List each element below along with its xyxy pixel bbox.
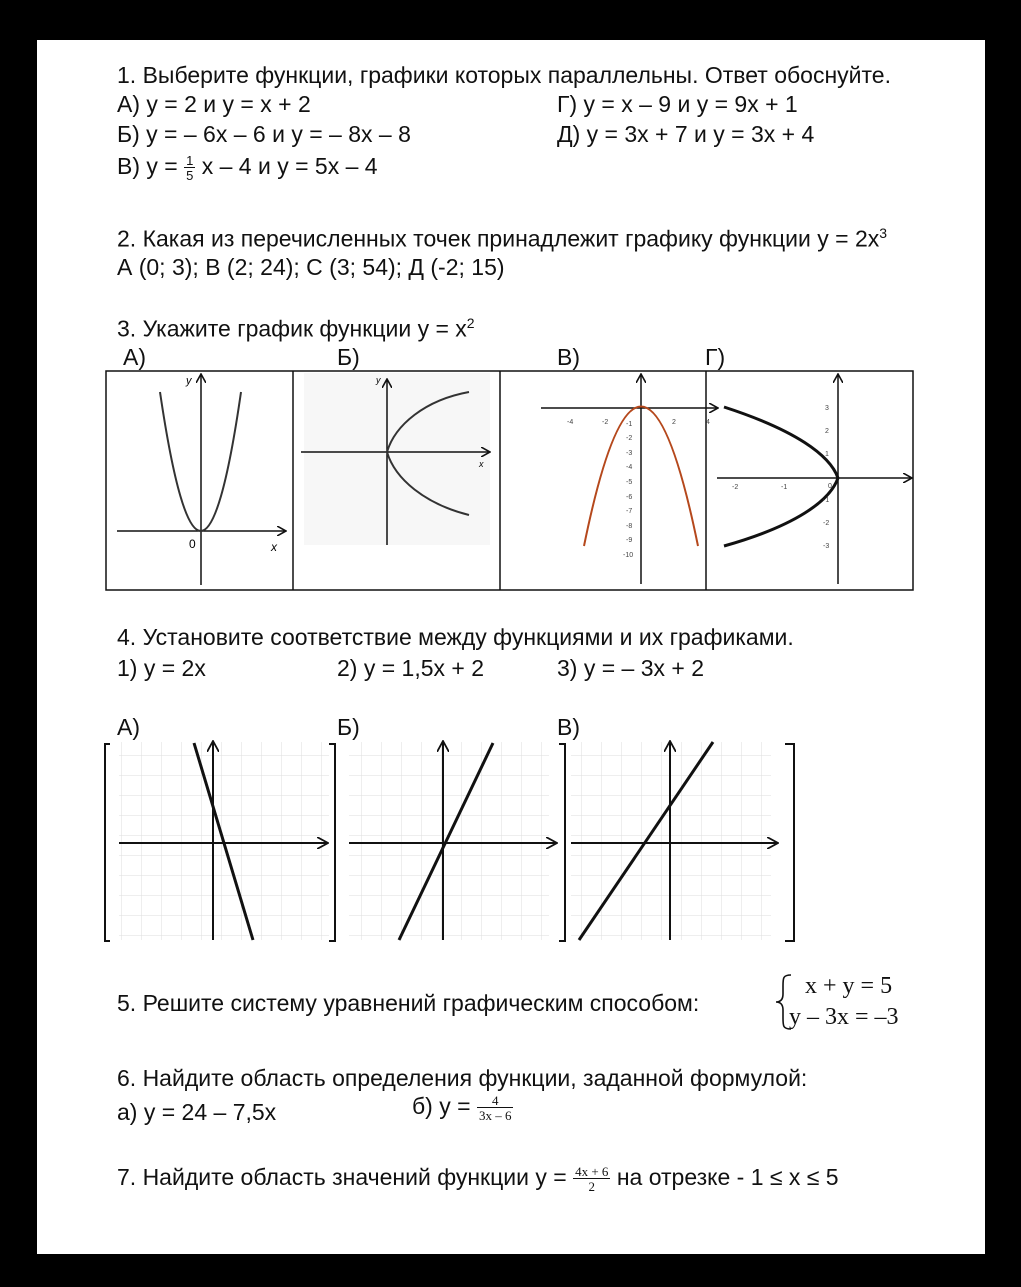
tick-label: 4 xyxy=(706,419,710,426)
bracket-right xyxy=(559,744,565,941)
tick-label: -2 xyxy=(823,520,830,527)
graph-a xyxy=(117,375,285,585)
fraction-one-fifth xyxy=(184,154,195,182)
q3-title-text: 3. Укажите график функции у = х xyxy=(117,315,467,342)
q2-exponent: 3 xyxy=(879,225,888,241)
tick-label: 0 xyxy=(828,483,832,490)
q1-option-v-start: В) у = xyxy=(117,153,185,180)
x-tick-labels xyxy=(732,484,787,491)
q6-title: 6. Найдите область определения функции, заданной формулой: xyxy=(117,1065,808,1091)
q2-title-text: 2. Какая из перечисленных точек принадлежит графику функции у = 2х xyxy=(117,225,880,252)
fraction-numerator: 1 xyxy=(186,153,194,168)
system-equation-2: y – 3x = –3 xyxy=(789,1004,899,1030)
bracket-right xyxy=(785,744,794,941)
q1-option-v-end: х – 4 и у = 5х – 4 xyxy=(195,153,378,180)
q4-function-2: 2) у = 1,5х + 2 xyxy=(337,655,485,681)
tick-label: -4 xyxy=(626,464,633,471)
q6-fraction xyxy=(477,1094,514,1122)
tick-label: 3 xyxy=(825,405,829,412)
q4-function-3: 3) у = – 3х + 2 xyxy=(557,655,705,681)
q3-title xyxy=(117,316,475,341)
q6-option-b xyxy=(412,1094,513,1122)
origin-label: 0 xyxy=(189,537,196,551)
y-label: y xyxy=(186,375,192,387)
tick-label: 2 xyxy=(672,419,676,426)
bracket-right xyxy=(329,744,335,941)
q3-frame xyxy=(106,371,913,590)
tick-label: -3 xyxy=(626,450,633,457)
q3-label-b: Б) xyxy=(337,344,360,370)
graph-v xyxy=(541,375,717,584)
graph-line-a xyxy=(105,742,335,941)
fraction-denominator: 3x – 6 xyxy=(478,1108,512,1123)
tick-label: 1 xyxy=(825,451,829,458)
q3-exponent: 2 xyxy=(466,315,475,331)
tick-label: -2 xyxy=(626,435,633,442)
tick-label: -5 xyxy=(626,479,633,486)
q1-title: 1. Выберите функции, графики которых параллельны. Ответ обоснуйте. xyxy=(117,62,891,88)
tick-label: -2 xyxy=(602,419,609,426)
q7-text xyxy=(117,1165,839,1193)
graph-line-b xyxy=(349,742,565,941)
bracket-left xyxy=(105,744,110,941)
q5-title: 5. Решите систему уравнений графическим способом: xyxy=(117,990,700,1016)
x-label: x xyxy=(271,540,277,554)
fraction-denominator: 2 xyxy=(588,1179,596,1194)
q1-option-a: А) у = 2 и у = х + 2 xyxy=(117,91,311,117)
graph-b xyxy=(301,373,490,545)
q6-option-a: а) у = 24 – 7,5х xyxy=(117,1099,277,1125)
q4-graphs xyxy=(101,735,801,947)
q4-label-a: А) xyxy=(117,714,140,740)
y-tick-labels xyxy=(623,421,633,559)
q3-label-g: Г) xyxy=(705,344,726,370)
q4-title: 4. Установите соответствие между функциями и их графиками. xyxy=(117,624,794,650)
q1-option-b: Б) у = – 6х – 6 и у = – 8х – 8 xyxy=(117,121,411,147)
fraction-denominator: 5 xyxy=(186,168,194,183)
q6-option-b-start: б) у = xyxy=(412,1093,477,1120)
tick-label: -3 xyxy=(823,543,830,550)
q7-text-end: на отрезке - 1 ≤ х ≤ 5 xyxy=(610,1164,839,1191)
tick-label: -8 xyxy=(626,523,633,530)
tick-label: -1 xyxy=(781,484,788,491)
q2-title xyxy=(117,226,887,251)
q4-label-b: Б) xyxy=(337,714,360,740)
q1-option-v xyxy=(117,154,378,182)
tick-label: 2 xyxy=(825,428,829,435)
parabola-curve xyxy=(724,407,838,546)
fraction-numerator: 4 xyxy=(477,1094,514,1108)
graph-b-background xyxy=(304,373,490,545)
q3-label-a: А) xyxy=(123,344,146,370)
fraction-numerator: 4x + 6 xyxy=(575,1164,609,1179)
tick-label: -1 xyxy=(626,421,633,428)
tick-label: -1 xyxy=(823,497,830,504)
q4-label-v: В) xyxy=(557,714,580,740)
graph-line-v xyxy=(571,742,794,941)
x-label: x xyxy=(479,459,484,469)
q7-fraction xyxy=(573,1165,610,1193)
tick-label: -9 xyxy=(626,537,633,544)
tick-label: -2 xyxy=(732,484,739,491)
q3-label-v: В) xyxy=(557,344,580,370)
y-label: y xyxy=(376,375,381,385)
grid xyxy=(349,742,549,940)
q2-points: А (0; 3); В (2; 24); С (3; 54); Д (-2; 15) xyxy=(117,254,505,280)
tick-label: -4 xyxy=(567,419,574,426)
x-tick-labels xyxy=(567,419,710,426)
q4-function-1: 1) у = 2х xyxy=(117,655,206,681)
system-equation-1: x + y = 5 xyxy=(805,973,893,999)
q7-text-start: 7. Найдите область значений функции у = xyxy=(117,1164,574,1191)
tick-label: -10 xyxy=(623,552,634,559)
tick-label: -6 xyxy=(626,494,633,501)
q1-option-d: Д) у = 3х + 7 и у = 3х + 4 xyxy=(557,121,815,147)
tick-label: -7 xyxy=(626,508,633,515)
graph-g xyxy=(717,375,911,584)
worksheet xyxy=(37,40,985,1254)
q1-option-g: Г) у = х – 9 и у = 9х + 1 xyxy=(557,91,798,117)
q3-graphs xyxy=(105,370,914,591)
